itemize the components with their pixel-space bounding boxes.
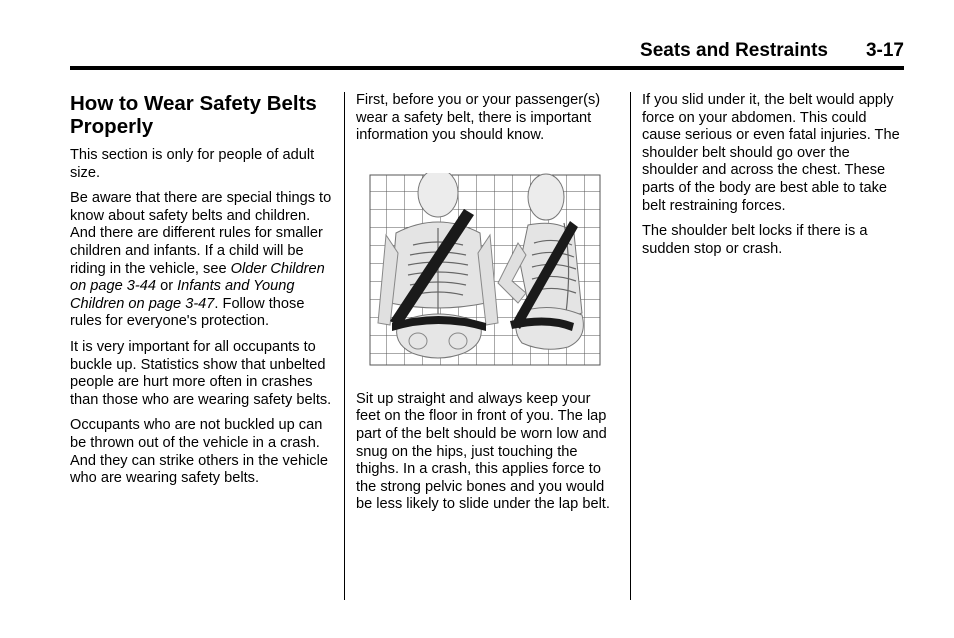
section-heading: How to Wear Safety Belts Properly <box>70 92 317 138</box>
paragraph: The shoulder belt locks if there is a sudden stop or crash. <box>642 223 868 257</box>
section-title: Seats and Restraints <box>640 40 828 61</box>
page-header <box>70 38 904 70</box>
cross-reference-link[interactable]: Infants and Young Children on page 3-47 <box>70 278 295 312</box>
column-right <box>642 92 906 266</box>
paragraph: This section is only for people of adult size. <box>70 147 315 181</box>
paragraph: If you slid under it, the belt would apply force on your abdomen. This could cause serious or even fatal injuries. The shoulder belt should go over the shoulder and across the chest. These parts of the body are best able to take belt restraining forces. <box>642 92 900 214</box>
text: or <box>156 278 178 295</box>
paragraph <box>70 190 335 331</box>
safety-belt-illustration <box>368 173 604 373</box>
paragraph: It is very important for all occupants to buckle up. Statistics show that unbelted people are hurt more often in crashes than those who are wearing safety belts. <box>70 338 332 408</box>
paragraph: Sit up straight and always keep your feet on the floor in front of you. The lap part of the belt should be worn low and snug on the hips, just touching the thighs. In a crash, this applies force to the strong pelvic bones and you would be less likely to slide under the lap belt. <box>356 390 610 513</box>
column-divider <box>344 92 345 600</box>
column-divider <box>630 92 631 600</box>
text: . Follow those rules for everyone's protection. <box>70 295 305 330</box>
paragraph: Occupants who are not buckled up can be thrown out of the vehicle in a crash. And they can strike others in the vehicle who are wearing safety belts. <box>70 417 328 487</box>
column-middle <box>356 92 618 522</box>
cross-reference-link[interactable]: Older Children on page 3-44 <box>70 260 325 295</box>
skeleton-belt-diagram <box>368 173 604 373</box>
paragraph: First, before you or your passenger(s) wear a safety belt, there is important information you should know. <box>356 92 601 144</box>
page-number: 3-17 <box>865 40 904 61</box>
text: Be aware that there are special things to know about safety belts and children. And there are different rules for smaller children and infants. If a child will be riding in the vehicle, see <box>70 190 332 277</box>
column-left <box>70 92 335 496</box>
